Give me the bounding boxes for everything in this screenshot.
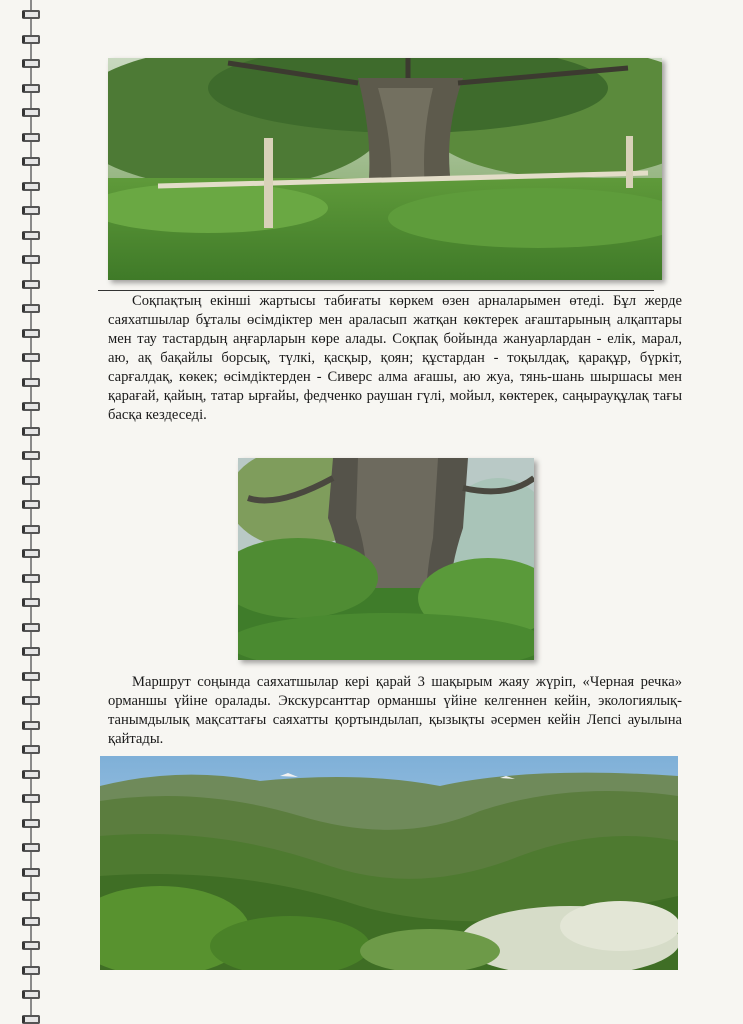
binding-ring [22, 206, 40, 215]
binding-ring [22, 451, 40, 460]
mountain-forest-image [100, 756, 678, 970]
binding-ring [22, 157, 40, 166]
binding-ring [22, 280, 40, 289]
binding-ring [22, 770, 40, 779]
binding-ring [22, 794, 40, 803]
binding-ring [22, 647, 40, 656]
binding-ring [22, 819, 40, 828]
tree-trunk-image [238, 458, 534, 660]
binding-ring [22, 500, 40, 509]
paragraph-2: Маршрут соңында саяхатшылар кері қарай 3 шақырым жаяу жүріп, «Черная речка» орманшы үйіне оралады. Экскурсанттар орманшы үйіне келгеннен кейін, экологиялық-танымдылық мақсаттағы саяхатты қортындылап, қызықты әсермен кейін Лепсі ауылына қайтады. [108, 674, 682, 747]
binding-ring [22, 84, 40, 93]
binding-ring [22, 525, 40, 534]
binding-ring [22, 892, 40, 901]
binding-ring [22, 329, 40, 338]
binding-ring [22, 917, 40, 926]
paragraph-1: Соқпақтың екінші жартысы табиғаты көркем өзен арналарымен өтеді. Бұл жерде саяхатшылар бұталы өсімдіктер мен араласып жатқан көктерек ағаштарының алқаптары мен тау тастардың аңғарларын көре алады. Соқпақ бойында жануарлардан - елік, марал, аю, ақ бақайлы борсық, түлкі, қасқыр, қоян; құстардан - тоқылдақ, қарақұр, бүркіт, сарғалдақ, көкек; өсімдіктерден - Сиверс алма ағашы, аю жуа, тянь-шань шыршасы мен қарағай, қайың, татар ырғайы, федченко раушан гүлі, мойыл, көктерек, саңырауқұлақ тағы басқа кездеседі. [108, 293, 682, 423]
binding-ring [22, 108, 40, 117]
paragraph-2-block [108, 673, 682, 749]
binding-ring [22, 966, 40, 975]
binding-ring [22, 549, 40, 558]
binding-ring [22, 182, 40, 191]
binding-ring [22, 402, 40, 411]
binding-ring [22, 672, 40, 681]
binding-ring [22, 696, 40, 705]
binding-ring [22, 990, 40, 999]
binding-ring [22, 133, 40, 142]
tree-trunk-photo [238, 458, 534, 660]
binding-ring [22, 623, 40, 632]
caption-rule [98, 290, 654, 291]
binding-ring [22, 304, 40, 313]
binding-ring [22, 59, 40, 68]
binding-ring [22, 10, 40, 19]
binding-ring [22, 476, 40, 485]
binding-ring [22, 598, 40, 607]
binding-ring [22, 745, 40, 754]
binding-ring [22, 255, 40, 264]
fenced-tree-image [108, 58, 662, 280]
binding-ring [22, 427, 40, 436]
binding-ring [22, 574, 40, 583]
spiral-binding [0, 0, 52, 1024]
binding-ring [22, 843, 40, 852]
binding-ring [22, 353, 40, 362]
paragraph-1-block [108, 292, 682, 425]
binding-ring [22, 1015, 40, 1024]
binding-ring [22, 378, 40, 387]
binding-ring [22, 868, 40, 877]
fenced-tree-photo [108, 58, 662, 280]
binding-ring [22, 721, 40, 730]
binding-ring [22, 941, 40, 950]
mountain-forest-photo [100, 756, 678, 970]
binding-ring [22, 231, 40, 240]
binding-ring [22, 35, 40, 44]
